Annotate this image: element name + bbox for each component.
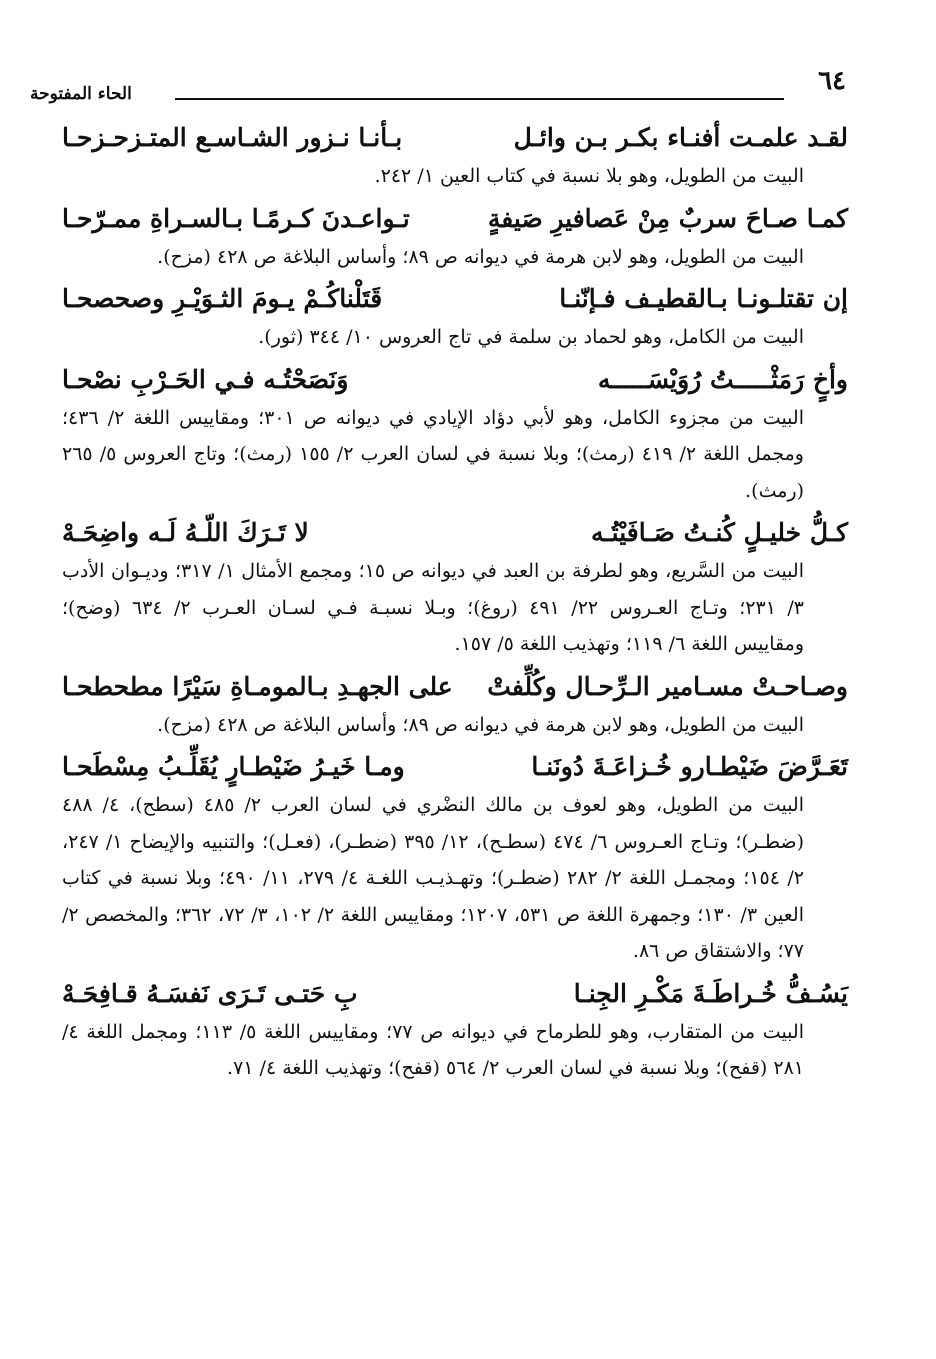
verse-second-hemistich: ومـا خَيـرُ ضَيْطـارٍ يُقَلِّـبُ مِسْطَحـا bbox=[62, 752, 405, 781]
verse-line bbox=[62, 118, 848, 158]
verse-source-note: البيت من المتقارب، وهو للطرماح في ديوانه ص ٧٧؛ ومقاييس اللغة ٥/ ١١٣؛ ومجمل اللغة ٤/ ٢٨١ (قفح)؛ وبلا نسبة في لسان العرب ٢/ ٥٦٤ (قفح)؛ وتهذيب اللغة ٤/ ٧١. bbox=[62, 1020, 804, 1079]
verse-first-hemistich: كمـا صـاحَ سربٌ مِنْ عَصافيرِ صَيفةٍ bbox=[487, 203, 848, 233]
verse-line bbox=[62, 360, 848, 400]
verse-second-hemistich: بـأنـا نـزور الشـاسـع المتـزحـزحـا bbox=[62, 123, 403, 152]
verse-source-note: البيت من مجزوء الكامل، وهو لأبي دؤاد الإيادي في ديوانه ص ٣٠١؛ ومقاييس اللغة ٢/ ٤٣٦؛ ومجمل اللغة ٢/ ٤١٩ (رمث)؛ وبلا نسبة في لسان العرب ٢/ ١٥٥ (رمث)؛ وتاج العروس ٥/ ٢٦٥ (رمث). bbox=[62, 406, 804, 502]
verse-line bbox=[62, 747, 848, 787]
verse-first-hemistich: يَسُـفُّ خُـراطَـةَ مَكْـرِ الجِنـا bbox=[573, 978, 848, 1008]
page-header bbox=[30, 64, 846, 104]
entry bbox=[62, 199, 848, 276]
header-rule bbox=[175, 98, 784, 100]
verse-line bbox=[62, 279, 848, 319]
verse-second-hemistich: وَنَصَحْتُـه فـي الحَـرْبِ نصْحـا bbox=[62, 364, 349, 394]
section-title: الحاء المفتوحة bbox=[30, 84, 132, 104]
verse-source-note: البيت من الطويل، وهو بلا نسبة في كتاب العين ١/ ٢٤٢. bbox=[374, 165, 804, 187]
verse-first-hemistich: وأخٍ رَمَثْـــــتُ رُوَيْسَـــــه bbox=[597, 364, 848, 394]
page-number: ٦٤ bbox=[818, 66, 846, 96]
verse-source-note: البيت من السَّريع، وهو لطرفة بن العبد في ديوانه ص ١٥؛ ومجمع الأمثال ١/ ٣١٧؛ وديـوان الأدب ٣/ ٢٣١؛ وتـاج العـروس ٢٢/ ٤٩١ (روغ)؛ وبـلا نسبـة فـي لسـان العـرب ٢/ ٦٣٤ (وضح)؛ ومقاييس اللغة ٦/ ١١٩؛ وتهذيب اللغة ٥/ ١٥٧. bbox=[62, 560, 805, 655]
verse-second-hemistich: لا تَـرَكَ اللّـهُ لَـه واضِحَـهْ bbox=[62, 518, 309, 547]
entry bbox=[62, 747, 848, 970]
entry bbox=[62, 667, 848, 744]
verse-line bbox=[62, 513, 848, 553]
verse-line bbox=[62, 974, 848, 1014]
verse-second-hemistich: على الجهـدِ بـالمومـاةِ سَيْرًا مطحطحـا bbox=[62, 671, 453, 701]
entry bbox=[62, 279, 848, 356]
verse-line bbox=[62, 199, 848, 239]
verse-source-note: البيت من الطويل، وهو لابن هرمة في ديوانه ص ٨٩؛ وأساس البلاغة ص ٤٢٨ (مزح). bbox=[157, 245, 804, 268]
verse-second-hemistich: قَتَلْناكُـمْ يـومَ الثـوَيْـرِ وصحصحـا bbox=[62, 284, 383, 313]
entry bbox=[62, 974, 848, 1087]
verse-second-hemistich: تـواعـدنَ كـرمًـا بـالسـراةِ ممـرّحـا bbox=[62, 203, 410, 233]
verse-first-hemistich: وصـاحـتْ مسـامير الـرِّحـال وكُلِّفتْ bbox=[487, 671, 848, 701]
verse-first-hemistich: لقـد علمـت أفنـاء بكـر بـن وائـل bbox=[513, 123, 848, 152]
entry bbox=[62, 360, 848, 510]
verse-source-note: البيت من الكامل، وهو لحماد بن سلمة في تاج العروس ١٠/ ٣٤٤ (ثور). bbox=[258, 326, 804, 348]
entry bbox=[62, 513, 848, 663]
verse-second-hemistich: بِ حَتـى تَـرَى نَفسَـهُ قـافِحَـهْ bbox=[62, 978, 358, 1008]
verse-first-hemistich: كـلُّ خليـلٍ كُنـتُ صَـافَيْتُـه bbox=[590, 518, 848, 547]
entry bbox=[62, 118, 848, 195]
verse-source-note: البيت من الطويل، وهو لعوف بن مالك النضْري في لسان العرب ٢/ ٤٨٥ (سطح)، ٤/ ٤٨٨ (ضطـر)؛ وتـاج العـروس ٦/ ٤٧٤ (سطـح)، ١٢/ ٣٩٥ (ضطـر)، (فعـل)؛ والتنبيه والإيضاح ١/ ٢٤٧، ٢/ ١٥٤؛ ومجمـل اللغة ٢/ ٢٨٢ (ضطـر)؛ وتهـذيـب اللغـة ٤/ ٢٧٩، ١١/ ٤٩٠؛ وبلا نسبة في كتاب العين ٣/ ١٣٠؛ وجمهرة اللغة ص ٥٣١، ١٢٠٧؛ ومقاييس اللغة ٢/ ١٠٢، ٣/ ٧٢، ٣٦٢؛ والمخصص ٢/ ٧٧؛ والاشتقاق ص ٨٦. bbox=[62, 794, 805, 962]
verse-first-hemistich: تَعَـرَّضَ ضَيْطـارو خُـزاعَـةَ دُونَنـا bbox=[531, 752, 848, 781]
verse-source-note: البيت من الطويل، وهو لابن هرمة في ديوانه ص ٨٩؛ وأساس البلاغة ص ٤٢٨ (مزح). bbox=[157, 713, 804, 736]
page-body bbox=[62, 118, 848, 1091]
verse-first-hemistich: إن تقتلـونـا بـالقطيـف فـإنّنـا bbox=[559, 284, 848, 313]
verse-line bbox=[62, 667, 848, 707]
